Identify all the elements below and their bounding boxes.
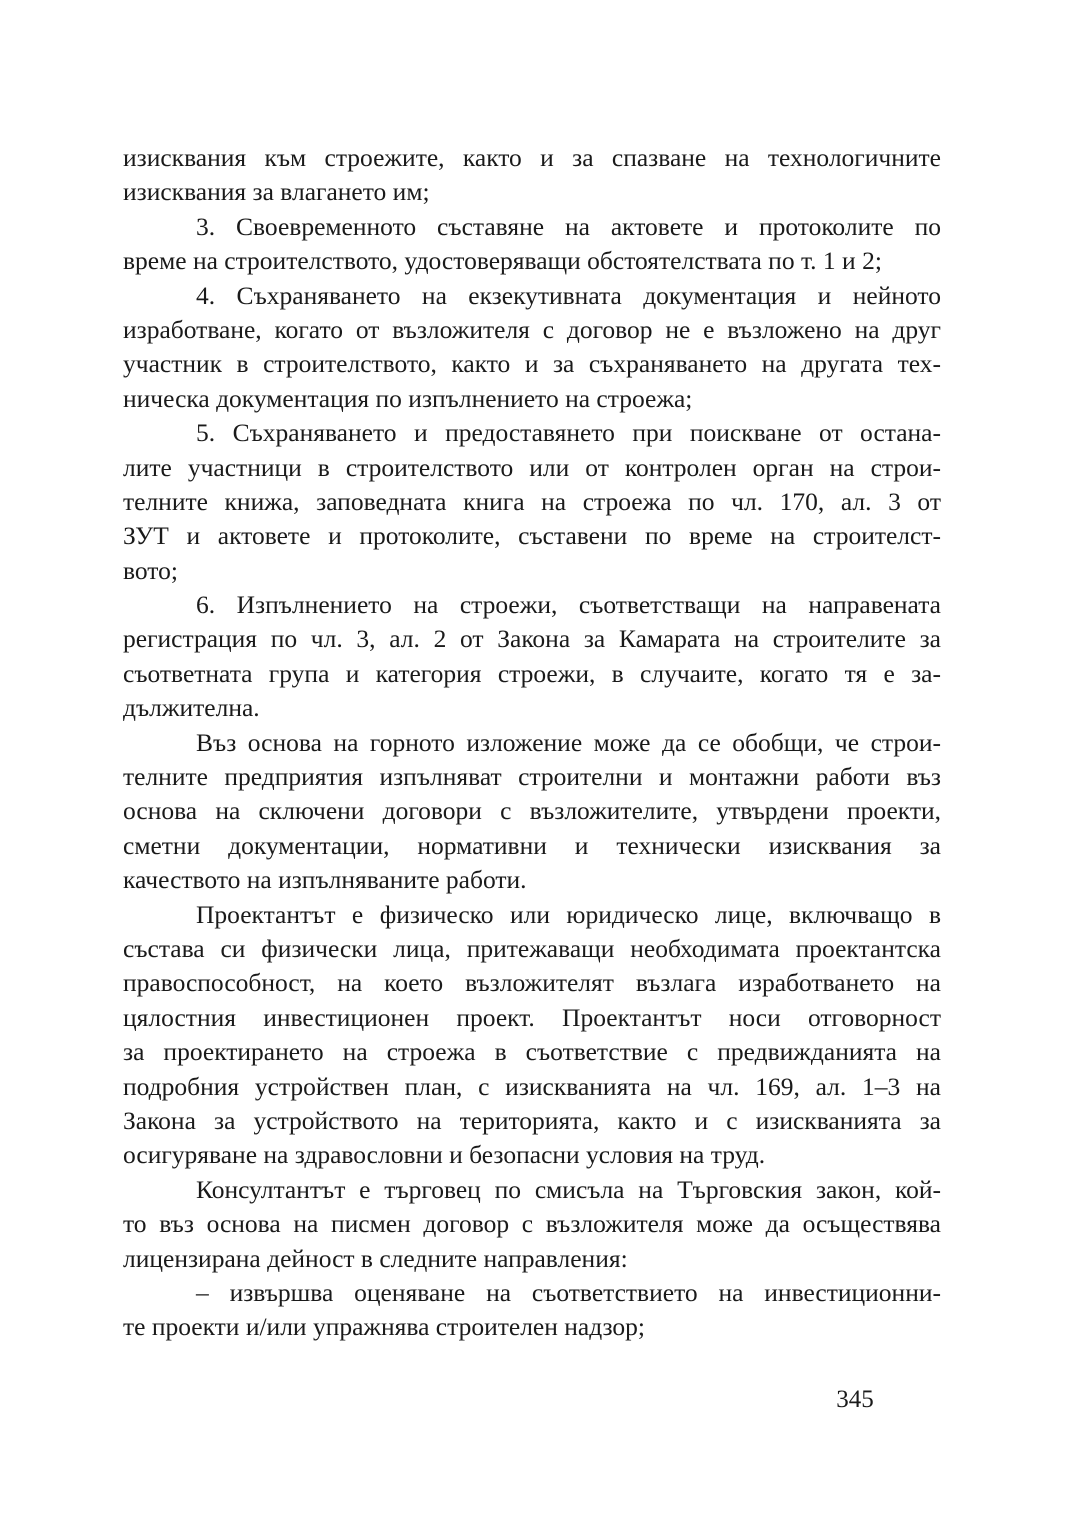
text-line: Въз основа на горното изложение може да се обобщи, че строи- bbox=[196, 727, 941, 757]
text-line: Консултантът е търговец по смисъла на Търговския закон, кой- bbox=[196, 1174, 941, 1204]
text-line: сметни документации, нормативни и технически изисквания за bbox=[123, 830, 941, 860]
text-line: 5. Съхраняването и предоставянето при поискване от остана- bbox=[196, 418, 941, 448]
text-line: 3. Своевременното съставяне на актовете и протоколите по bbox=[196, 211, 941, 241]
text-line: изисквания към строежите, както и за спазване на технологичните bbox=[123, 143, 941, 172]
text-line: изисквания за влагането им; bbox=[123, 177, 430, 207]
text-line: лицензирана дейност в следните направления: bbox=[123, 1243, 628, 1273]
text-line: основа на сключени договори с възложителите, утвърдени проекти, bbox=[123, 796, 941, 826]
text-line: Закона за устройството на територията, както и с изискванията за bbox=[123, 1105, 941, 1135]
text-line: време на строителството, удостоверяващи обстоятелствата по т. 1 и 2; bbox=[123, 246, 882, 276]
text-line: 6. Изпълнението на строежи, съответстващи на направената bbox=[196, 590, 941, 620]
page-number: 345 bbox=[836, 1386, 874, 1413]
text-line: телните предприятия изпълняват строителни и монтажни работи въз bbox=[123, 762, 941, 792]
text-line: участник в строителството, както и за съхраняването на другата тех- bbox=[123, 349, 941, 379]
text-line: – извършва оценяване на съответствието на инвестиционни- bbox=[196, 1277, 941, 1307]
text-line: лите участници в строителството или от контролен орган на строи- bbox=[123, 452, 941, 482]
text-line: изработване, когато от възложителя с договор не е възложено на друг bbox=[123, 314, 941, 344]
text-line: качеството на изпълняваните работи. bbox=[123, 865, 527, 895]
text-line: осигуряване на здравословни и безопасни условия на труд. bbox=[123, 1140, 766, 1170]
text-line: състава си физически лица, притежаващи необходимата проектантска bbox=[123, 933, 941, 963]
text-line: за проектирането на строежа в съответствие с предвижданията на bbox=[123, 1037, 941, 1067]
text-line: регистрация по чл. 3, ал. 2 от Закона за Камарата на строителите за bbox=[123, 624, 941, 654]
text-line: телните книжа, заповедната книга на строежа по чл. 170, ал. 3 от bbox=[123, 486, 941, 516]
text-line: Проектантът е физическо или юридическо лице, включващо в bbox=[196, 899, 941, 929]
text-line: цялостния инвестиционен проект. Проектантът носи отговорност bbox=[123, 1002, 941, 1032]
text-line: те проекти и/или упражнява строителен надзор; bbox=[123, 1312, 646, 1342]
text-line: ЗУТ и актовете и протоколите, съставени по време на строителст- bbox=[123, 521, 941, 551]
text-line: правоспособност, на което възложителят възлага изработването на bbox=[123, 968, 941, 998]
body-text bbox=[123, 141, 941, 1345]
text-line: то въз основа на писмен договор с възложителя може да осъществява bbox=[123, 1209, 941, 1239]
text-line: подробния устройствен план, с изискванията на чл. 169, ал. 1–3 на bbox=[123, 1071, 941, 1101]
text-line: съответната група и категория строежи, в случаите, когато тя е за- bbox=[123, 658, 941, 688]
text-line: ническа документация по изпълнението на строежа; bbox=[123, 383, 693, 413]
text-line: 4. Съхраняването на екзекутивната документация и нейното bbox=[196, 280, 941, 310]
text-line: вото; bbox=[123, 555, 178, 585]
text-line: дължителна. bbox=[123, 693, 260, 723]
